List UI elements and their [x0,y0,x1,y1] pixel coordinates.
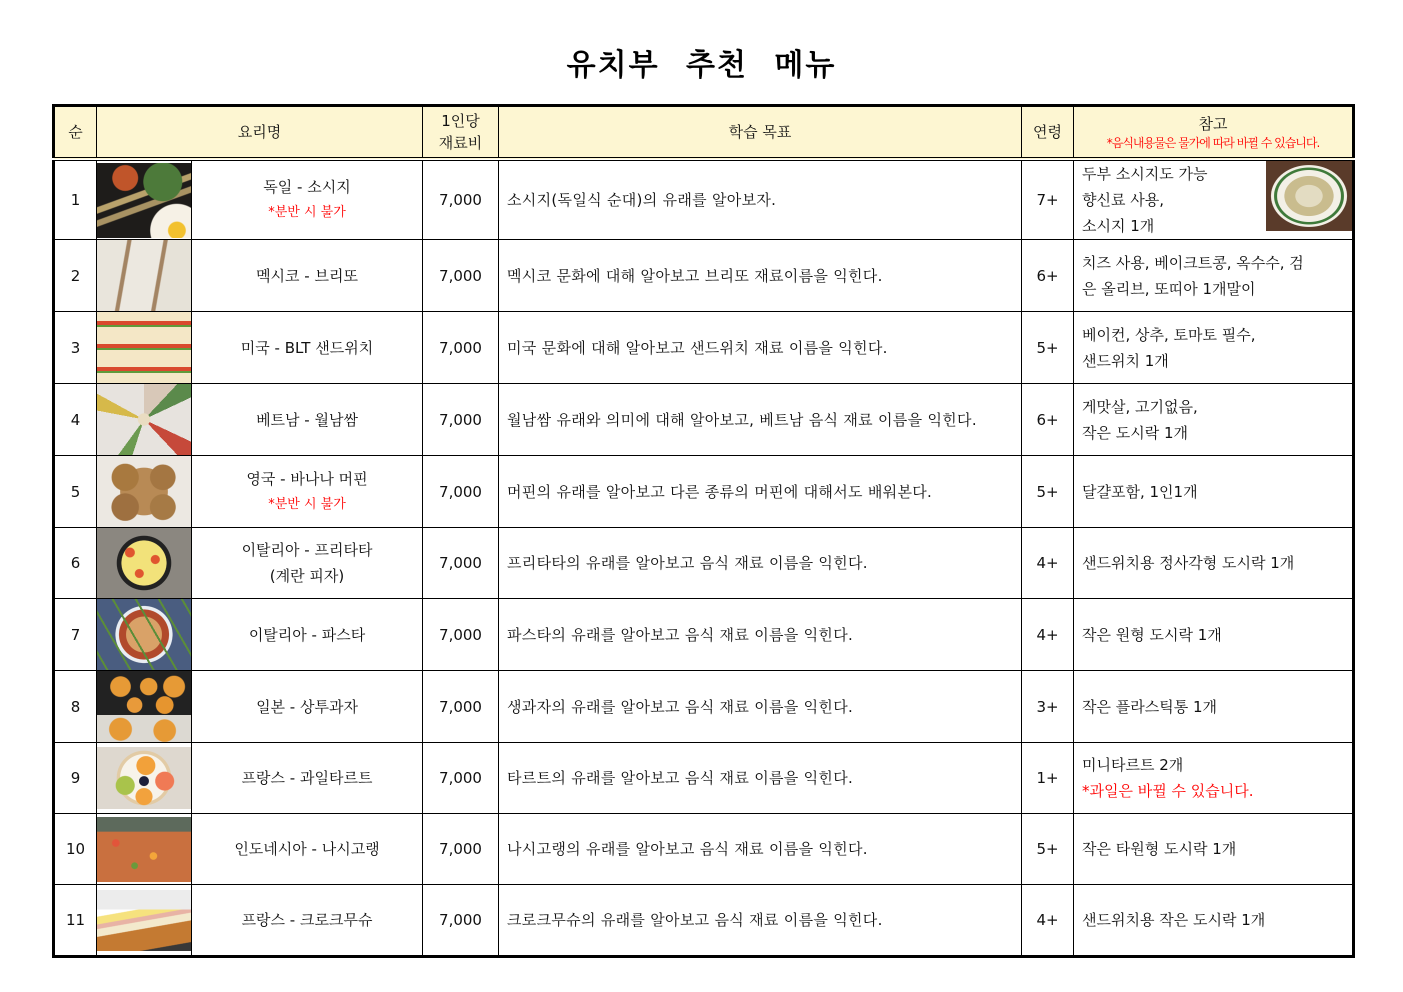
dish-cell [192,384,423,456]
frittata-photo [97,528,191,598]
header-dish: 요리명 [97,106,423,160]
dish-name: 이탈리아 - 파스타 [248,625,366,644]
dish-name: 영국 - 바나나 머핀 [246,469,368,488]
header-cost [423,106,499,160]
learning-goal: 월남쌈 유래와 의미에 대해 알아보고, 베트남 음식 재료 이름을 익힌다. [499,384,1022,456]
note-line: 베이컨, 상추, 토마토 필수, [1082,325,1256,344]
note-cell [1074,671,1354,743]
cost-per-person: 7,000 [423,814,499,885]
age-range: 5+ [1022,456,1074,528]
row-number: 4 [54,384,97,456]
dish-image-cell [97,528,192,599]
note-text [1082,161,1258,239]
cost-per-person: 7,000 [423,312,499,384]
note-cell [1074,743,1354,814]
table-row [54,814,1354,885]
age-range: 7+ [1022,159,1074,240]
learning-goal: 파스타의 유래를 알아보고 음식 재료 이름을 익힌다. [499,599,1022,671]
learning-goal: 생과자의 유래를 알아보고 음식 재료 이름을 익힌다. [499,671,1022,743]
nasi-goreng-photo [97,817,191,882]
note-line: 달걀포함, 1인1개 [1082,482,1198,501]
banana-muffin-photo [97,456,191,527]
note-cell [1074,159,1354,240]
note-cell [1074,814,1354,885]
table-row [54,885,1354,957]
age-range: 4+ [1022,885,1074,957]
table-row [54,312,1354,384]
dish-name: 프랑스 - 크로크무슈 [241,911,373,929]
header-cost-line2: 재료비 [438,134,483,152]
header-note-warning: *음식내용물은 물가에 따라 바뀔 수 있습니다. [1106,136,1320,150]
dish-name: 인도네시아 - 나시고랭 [234,840,380,858]
dish-name: 멕시코 - 브리또 [256,266,358,285]
table-row [54,240,1354,312]
age-range: 5+ [1022,312,1074,384]
burrito-photo [97,240,191,311]
age-range: 4+ [1022,599,1074,671]
dish-image-cell [97,384,192,456]
dish-cell [192,743,423,814]
learning-goal: 멕시코 문화에 대해 알아보고 브리또 재료이름을 익힌다. [499,240,1022,312]
learning-goal: 크로크무슈의 유래를 알아보고 음식 재료 이름을 익힌다. [499,885,1022,957]
dish-image-cell [97,159,192,240]
cost-per-person: 7,000 [423,743,499,814]
note-cell [1074,384,1354,456]
note-line: 샌드위치 1개 [1082,351,1169,370]
dish-image-cell [97,456,192,528]
cost-per-person: 7,000 [423,159,499,240]
dish-subtitle: (계란 피자) [269,567,345,585]
dish-cell [192,528,423,599]
table-row [54,599,1354,671]
learning-goal: 머핀의 유래를 알아보고 다른 종류의 머핀에 대해서도 배워본다. [499,456,1022,528]
age-range: 1+ [1022,743,1074,814]
header-no: 순 [54,106,97,160]
age-range: 3+ [1022,671,1074,743]
note-line: 소시지 1개 [1082,217,1155,235]
row-number: 11 [54,885,97,957]
note-line: 치즈 사용, 베이크트콩, 옥수수, 검 [1082,253,1304,272]
note-line: 은 올리브, 또띠아 1개말이 [1082,279,1256,298]
dish-cell [192,599,423,671]
note-line: 샌드위치용 작은 도시락 1개 [1082,911,1266,929]
table-row [54,384,1354,456]
cost-per-person: 7,000 [423,456,499,528]
header-cost-line1: 1인당 [441,112,480,130]
table-row [54,671,1354,743]
dish-restriction-note: *분반 시 불가 [268,496,346,512]
dish-image-cell [97,885,192,957]
age-range: 6+ [1022,384,1074,456]
note-line: 작은 원형 도시락 1개 [1082,625,1222,644]
cost-per-person: 7,000 [423,885,499,957]
dish-image-cell [97,312,192,384]
note-line: 작은 타원형 도시락 1개 [1082,840,1237,858]
note-line: 작은 도시락 1개 [1082,423,1189,442]
dish-cell [192,885,423,957]
dish-name: 이탈리아 - 프리타타 [241,541,373,559]
dish-name: 미국 - BLT 샌드위치 [240,338,374,357]
learning-goal: 타르트의 유래를 알아보고 음식 재료 이름을 익힌다. [499,743,1022,814]
dish-cell [192,312,423,384]
age-range: 4+ [1022,528,1074,599]
cost-per-person: 7,000 [423,240,499,312]
row-number: 1 [54,159,97,240]
note-cell [1074,240,1354,312]
row-number: 9 [54,743,97,814]
note-line: 두부 소시지도 가능 [1082,165,1208,183]
cost-per-person: 7,000 [423,671,499,743]
page-title: 유치부 추천 메뉴 [566,48,837,83]
header-age: 연령 [1022,106,1074,160]
note-line: 작은 플라스틱통 1개 [1082,697,1218,716]
dish-image-cell [97,814,192,885]
dish-cell [192,671,423,743]
row-number: 10 [54,814,97,885]
note-line: 샌드위치용 정사각형 도시락 1개 [1082,554,1295,572]
croque-monsieur-photo [97,890,191,951]
blt-sandwich-photo [97,312,191,383]
dish-cell [192,240,423,312]
header-note [1074,106,1354,160]
row-number: 3 [54,312,97,384]
dish-image-cell [97,671,192,743]
pasta-photo [97,599,191,670]
table-row [54,159,1354,240]
dish-name: 베트남 - 월남쌈 [256,410,358,429]
note-line: 향신료 사용, [1082,191,1165,209]
note-line: 미니타르트 2개 [1082,756,1184,774]
dish-cell [192,159,423,240]
row-number: 6 [54,528,97,599]
note-cell [1074,528,1354,599]
dish-name: 일본 - 상투과자 [256,697,358,716]
sangtu-cookie-photo [97,671,191,742]
learning-goal: 소시지(독일식 순대)의 유래를 알아보자. [499,159,1022,240]
dish-cell [192,814,423,885]
table-row [54,456,1354,528]
note-cell [1074,885,1354,957]
cost-per-person: 7,000 [423,528,499,599]
dish-cell [192,456,423,528]
dish-name: 독일 - 소시지 [263,178,351,196]
age-range: 5+ [1022,814,1074,885]
table-header-row [54,106,1354,160]
header-goal: 학습 목표 [499,106,1022,160]
dish-name: 프랑스 - 과일타르트 [241,769,373,787]
sausage-photo [97,163,191,238]
header-note-label: 참고 [1198,115,1228,133]
dish-restriction-note: *분반 시 불가 [268,205,346,220]
table-row [54,528,1354,599]
note-cell [1074,456,1354,528]
cost-per-person: 7,000 [423,599,499,671]
fruit-tart-photo [97,747,191,809]
table-row [54,743,1354,814]
spring-roll-photo [97,384,191,455]
dish-image-cell [97,240,192,312]
row-number: 7 [54,599,97,671]
menu-table [52,104,1355,958]
age-range: 6+ [1022,240,1074,312]
row-number: 5 [54,456,97,528]
learning-goal: 나시고랭의 유래를 알아보고 음식 재료 이름을 익힌다. [499,814,1022,885]
dish-image-cell [97,743,192,814]
note-line: 게맛살, 고기없음, [1082,397,1198,416]
dish-image-cell [97,599,192,671]
sausage-plate-photo [1266,161,1352,231]
row-number: 8 [54,671,97,743]
note-cell [1074,599,1354,671]
learning-goal: 미국 문화에 대해 알아보고 샌드위치 재료 이름을 익힌다. [499,312,1022,384]
note-warning: *과일은 바뀔 수 있습니다. [1082,782,1254,800]
learning-goal: 프리타타의 유래를 알아보고 음식 재료 이름을 익힌다. [499,528,1022,599]
cost-per-person: 7,000 [423,384,499,456]
note-cell [1074,312,1354,384]
row-number: 2 [54,240,97,312]
